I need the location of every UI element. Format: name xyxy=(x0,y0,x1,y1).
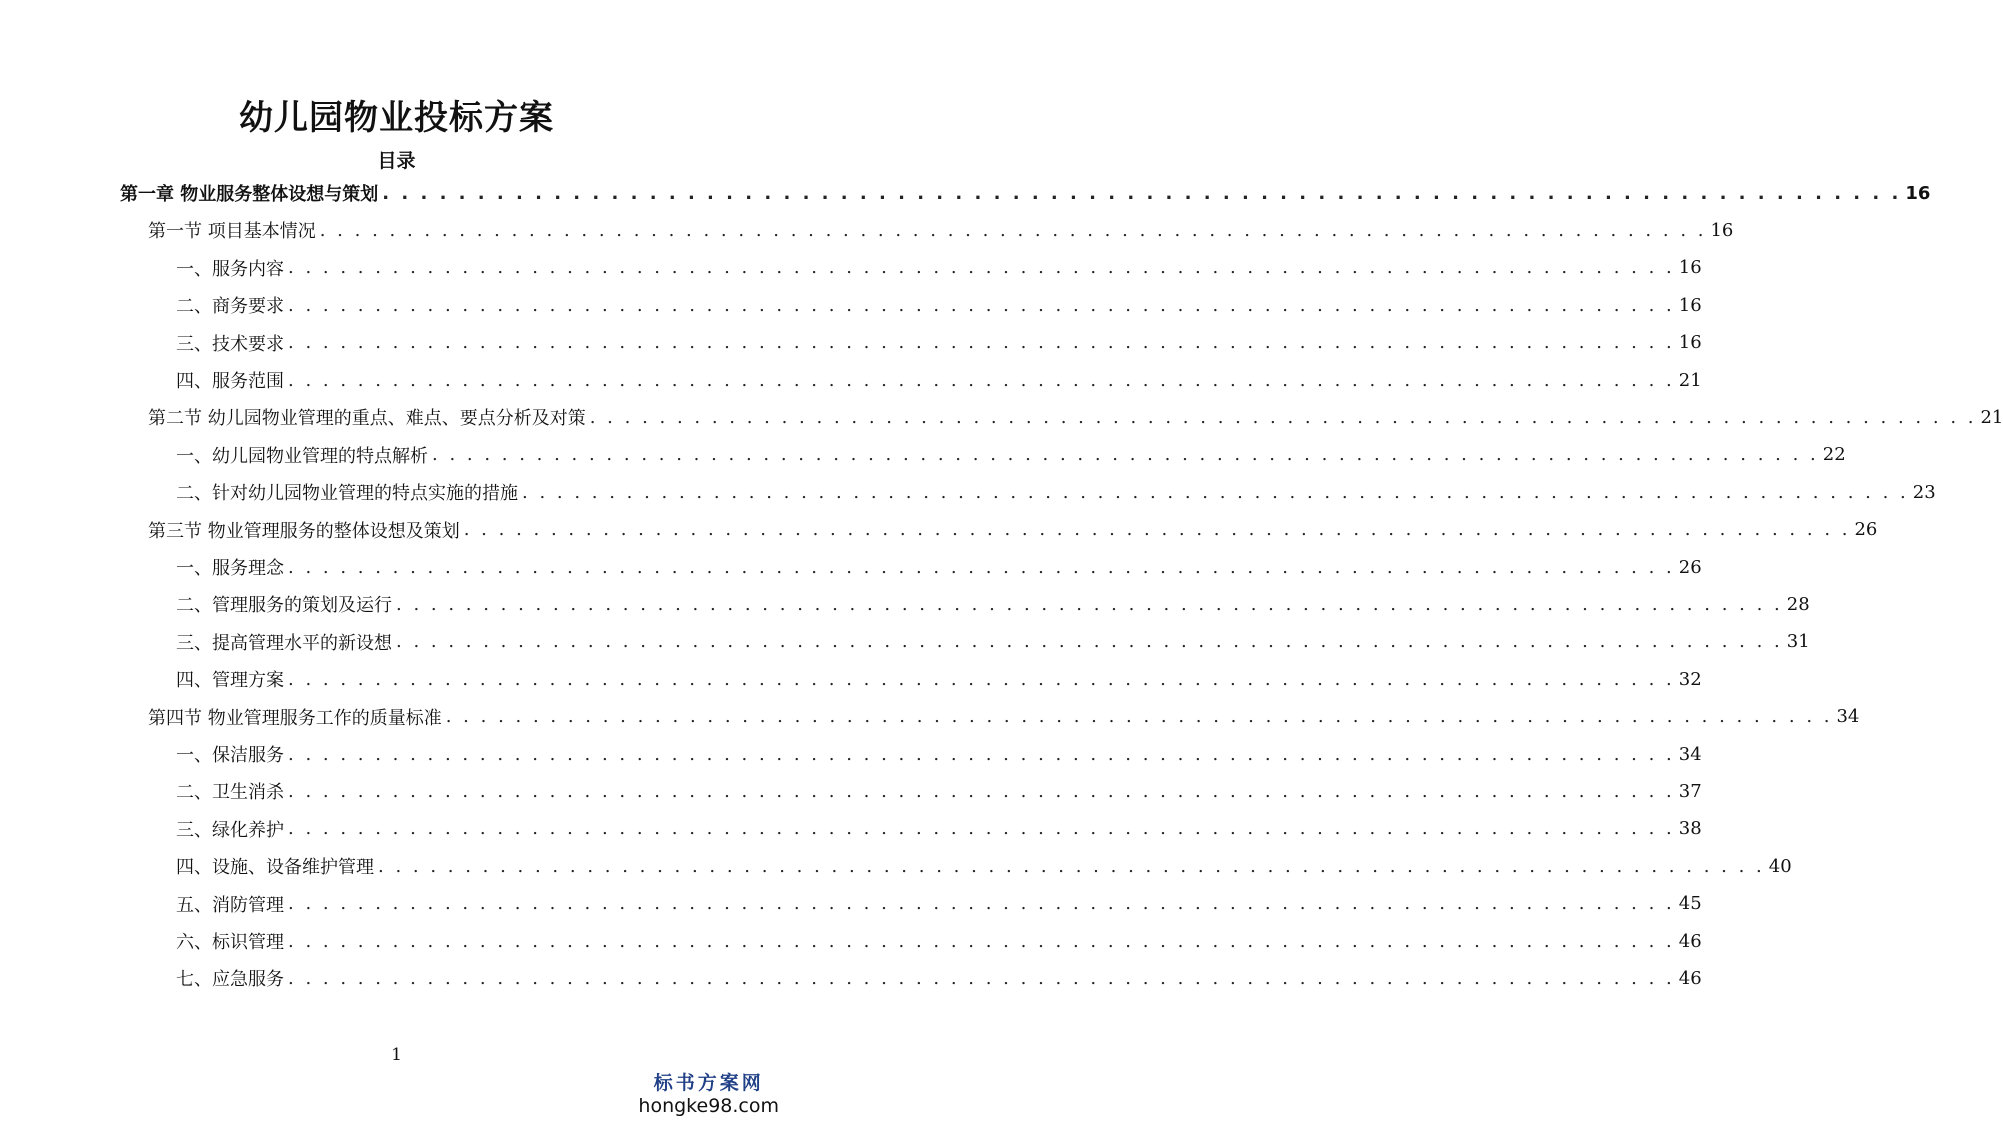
toc-subsection-entry[interactable] xyxy=(176,477,1936,507)
toc-entry-label: 二、针对幼儿园物业管理的特点实施的措施 xyxy=(176,483,518,505)
toc-entry-page: 34 xyxy=(1678,743,1702,765)
toc-entry-page: 32 xyxy=(1678,668,1702,690)
toc-subsection-entry[interactable] xyxy=(176,440,1846,470)
toc-entry-page: 31 xyxy=(1786,631,1810,653)
toc-leader-dots: . . . . . . . . . . . . . . . . . . . . . . . . . . . . . . . . . . . . . . . . . . . . . . . . . . . . . . . . . . . . . . . . . . . . . . . . . . . . . . . . xyxy=(288,930,1675,952)
watermark-logo xyxy=(638,1068,779,1117)
toc-subsection-entry[interactable] xyxy=(176,739,1702,769)
toc-entry-page: 22 xyxy=(1822,444,1846,466)
toc-subsection-entry[interactable] xyxy=(176,589,1810,619)
toc-entry-label: 第三节 物业管理服务的整体设想及策划 xyxy=(148,520,460,542)
toc-entry-page: 37 xyxy=(1678,780,1702,802)
toc-subsection-entry[interactable] xyxy=(176,814,1702,844)
toc-section-entry[interactable] xyxy=(148,702,1860,732)
toc-entry-page: 38 xyxy=(1678,818,1702,840)
toc-entry-label: 二、管理服务的策划及运行 xyxy=(176,595,392,617)
toc-leader-dots: . . . . . . . . . . . . . . . . . . . . . . . . . . . . . . . . . . . . . . . . . . . . . . . . . . . . . . . . . . . . . . . . . . . . . . . . . . . . . . . . xyxy=(396,593,1783,615)
toc-entry-label: 一、服务内容 xyxy=(176,258,284,280)
toc-entry-label: 二、卫生消杀 xyxy=(176,782,284,804)
toc-entry-page: 16 xyxy=(1678,294,1702,316)
toc-subsection-entry[interactable] xyxy=(176,290,1702,320)
toc-subsection-entry[interactable] xyxy=(176,365,1702,395)
watermark-text-url: hongke98.com xyxy=(638,1095,779,1117)
toc-entry-label: 三、提高管理水平的新设想 xyxy=(176,632,392,654)
toc-entry-page: 46 xyxy=(1678,967,1702,989)
toc-section-entry[interactable] xyxy=(148,515,1878,545)
toc-leader-dots: . . . . . . . . . . . . . . . . . . . . . . . . . . . . . . . . . . . . . . . . . . . . . . . . . . . . . . . . . . . . . . . . . . . . . . . . . . . . . . . . xyxy=(288,743,1675,765)
toc-subsection-entry[interactable] xyxy=(176,253,1702,283)
toc-entry-label: 四、服务范围 xyxy=(176,371,284,392)
toc-entry-label: 五、消防管理 xyxy=(176,894,284,916)
toc-subsection-entry[interactable] xyxy=(176,889,1702,919)
page-number: 1 xyxy=(391,1045,402,1065)
toc-section-entry[interactable] xyxy=(148,215,1734,245)
toc-section-entry[interactable] xyxy=(148,402,2003,432)
toc-leader-dots: . . . . . . . . . . . . . . . . . . . . . . . . . . . . . . . . . . . . . . . . . . . . . . . . . . . . . . . . . . . . . . . . . . . . . . . . . . . . . . . . xyxy=(319,219,1707,241)
toc-heading: 目录 xyxy=(377,150,416,172)
toc-subsection-entry[interactable] xyxy=(176,552,1702,582)
toc-entry-page: 16 xyxy=(1678,332,1702,354)
toc-subsection-entry[interactable] xyxy=(176,664,1702,694)
toc-subsection-entry[interactable] xyxy=(176,963,1702,993)
toc-entry-page: 28 xyxy=(1786,593,1810,615)
toc-entry-page: 16 xyxy=(1905,182,1931,204)
toc-leader-dots: . . . . . . . . . . . . . . . . . . . . . . . . . . . . . . . . . . . . . . . . . . . . . . . . . . . . . . . . . . . . . . . . . . . . . . . . . . . . . . . . xyxy=(288,780,1675,802)
toc-leader-dots: . . . . . . . . . . . . . . . . . . . . . . . . . . . . . . . . . . . . . . . . . . . . . . . . . . . . . . . . . . . . . . . . . . . . . . . . . . . . . . . . xyxy=(288,294,1675,316)
toc-entry-label: 第四节 物业管理服务工作的质量标准 xyxy=(148,707,442,729)
toc-entry-label: 一、服务理念 xyxy=(176,558,284,579)
toc-entry-label: 三、绿化养护 xyxy=(176,819,284,841)
document-title: 幼儿园物业投标方案 xyxy=(239,98,554,138)
toc-leader-dots: . . . . . . . . . . . . . . . . . . . . . . . . . . . . . . . . . . . . . . . . . . . . . . . . . . . . . . . . . . . . . . . . . . . . . . . . . . . . . . . . xyxy=(589,406,1977,428)
toc-entry-page: 23 xyxy=(1912,481,1936,503)
toc-entry-label: 三、技术要求 xyxy=(176,333,284,355)
toc-entry-label: 四、设施、设备维护管理 xyxy=(176,857,374,879)
watermark-text-cn: 标书方案网 xyxy=(653,1072,764,1094)
toc-entry-page: 45 xyxy=(1678,893,1702,915)
toc-leader-dots: . . . . . . . . . . . . . . . . . . . . . . . . . . . . . . . . . . . . . . . . . . . . . . . . . . . . . . . . . . . . . . . . . . . . . . . . . . . . . . . . xyxy=(378,855,1765,877)
toc-entry-label: 一、保洁服务 xyxy=(176,745,284,766)
toc-leader-dots: . . . . . . . . . . . . . . . . . . . . . . . . . . . . . . . . . . . . . . . . . . . . . . . . . . . . . . . . . . . . . . . . . . . . . . . . . . . . . . . . xyxy=(288,967,1675,989)
toc-entry-label: 六、标识管理 xyxy=(176,932,284,953)
toc-subsection-entry[interactable] xyxy=(176,627,1810,657)
toc-entry-label: 第一章 物业服务整体设想与策划 xyxy=(120,184,379,205)
toc-leader-dots: . . . . . . . . . . . . . . . . . . . . . . . . . . . . . . . . . . . . . . . . . . . . . . . . . . . . . . . . . . . . . . . . . . . . . . . . . . . . . . . . xyxy=(288,257,1675,279)
toc-leader-dots: . . . . . . . . . . . . . . . . . . . . . . . . . . . . . . . . . . . . . . . . . . . . . . . . . . . . . . . . . . . . . . . . . . . . . . . . . . . . . . . . xyxy=(522,481,1909,503)
toc-entry-page: 21 xyxy=(1678,369,1702,391)
toc-subsection-entry[interactable] xyxy=(176,926,1702,956)
toc-entry-page: 16 xyxy=(1710,219,1734,241)
toc-entry-label: 四、管理方案 xyxy=(176,670,284,692)
toc-leader-dots: . . . . . . . . . . . . . . . . . . . . . . . . . . . . . . . . . . . . . . . . . . . . . . . . . . . . . . . . . . . . . . . . . . . . . . . . . . . . . . . . xyxy=(288,556,1675,578)
toc-entry-page: 26 xyxy=(1678,556,1702,578)
toc-entry-label: 七、应急服务 xyxy=(176,969,284,991)
toc-chapter-entry[interactable] xyxy=(120,178,1931,208)
toc-entry-label: 一、幼儿园物业管理的特点解析 xyxy=(176,445,428,467)
toc-entry-page: 16 xyxy=(1678,257,1702,279)
toc-entry-page: 21 xyxy=(1980,406,2003,428)
toc-leader-dots: . . . . . . . . . . . . . . . . . . . . . . . . . . . . . . . . . . . . . . . . . . . . . . . . . . . . . . . . . . . . . . . . . . . . . . . . . . . . . . . . xyxy=(288,818,1675,840)
toc-entry-label: 第二节 幼儿园物业管理的重点、难点、要点分析及对策 xyxy=(148,408,586,430)
toc-leader-dots: . . . . . . . . . . . . . . . . . . . . . . . . . . . . . . . . . . . . . . . . . . . . . . . . . . . . . . . . . . . . . . . . . . . . . . . . . . . . . . . . xyxy=(382,182,1902,204)
toc-entry-page: 40 xyxy=(1768,855,1792,877)
toc-entry-page: 34 xyxy=(1836,706,1860,728)
toc-leader-dots: . . . . . . . . . . . . . . . . . . . . . . . . . . . . . . . . . . . . . . . . . . . . . . . . . . . . . . . . . . . . . . . . . . . . . . . . . . . . . . . . xyxy=(288,668,1675,690)
toc-subsection-entry[interactable] xyxy=(176,776,1702,806)
toc-leader-dots: . . . . . . . . . . . . . . . . . . . . . . . . . . . . . . . . . . . . . . . . . . . . . . . . . . . . . . . . . . . . . . . . . . . . . . . . . . . . . . . . xyxy=(445,706,1833,728)
toc-leader-dots: . . . . . . . . . . . . . . . . . . . . . . . . . . . . . . . . . . . . . . . . . . . . . . . . . . . . . . . . . . . . . . . . . . . . . . . . . . . . . . . . xyxy=(288,893,1675,915)
toc-leader-dots: . . . . . . . . . . . . . . . . . . . . . . . . . . . . . . . . . . . . . . . . . . . . . . . . . . . . . . . . . . . . . . . . . . . . . . . . . . . . . . . . xyxy=(463,519,1851,541)
toc-entry-page: 46 xyxy=(1678,930,1702,952)
toc-leader-dots: . . . . . . . . . . . . . . . . . . . . . . . . . . . . . . . . . . . . . . . . . . . . . . . . . . . . . . . . . . . . . . . . . . . . . . . . . . . . . . . . xyxy=(432,444,1819,466)
toc-entry-page: 26 xyxy=(1854,519,1878,541)
toc-leader-dots: . . . . . . . . . . . . . . . . . . . . . . . . . . . . . . . . . . . . . . . . . . . . . . . . . . . . . . . . . . . . . . . . . . . . . . . . . . . . . . . . xyxy=(288,332,1675,354)
toc-leader-dots: . . . . . . . . . . . . . . . . . . . . . . . . . . . . . . . . . . . . . . . . . . . . . . . . . . . . . . . . . . . . . . . . . . . . . . . . . . . . . . . . xyxy=(288,369,1675,391)
toc-entry-label: 二、商务要求 xyxy=(176,296,284,318)
toc-subsection-entry[interactable] xyxy=(176,328,1702,358)
toc-leader-dots: . . . . . . . . . . . . . . . . . . . . . . . . . . . . . . . . . . . . . . . . . . . . . . . . . . . . . . . . . . . . . . . . . . . . . . . . . . . . . . . . xyxy=(396,631,1783,653)
toc-entry-label: 第一节 项目基本情况 xyxy=(148,221,316,243)
toc-subsection-entry[interactable] xyxy=(176,851,1792,881)
